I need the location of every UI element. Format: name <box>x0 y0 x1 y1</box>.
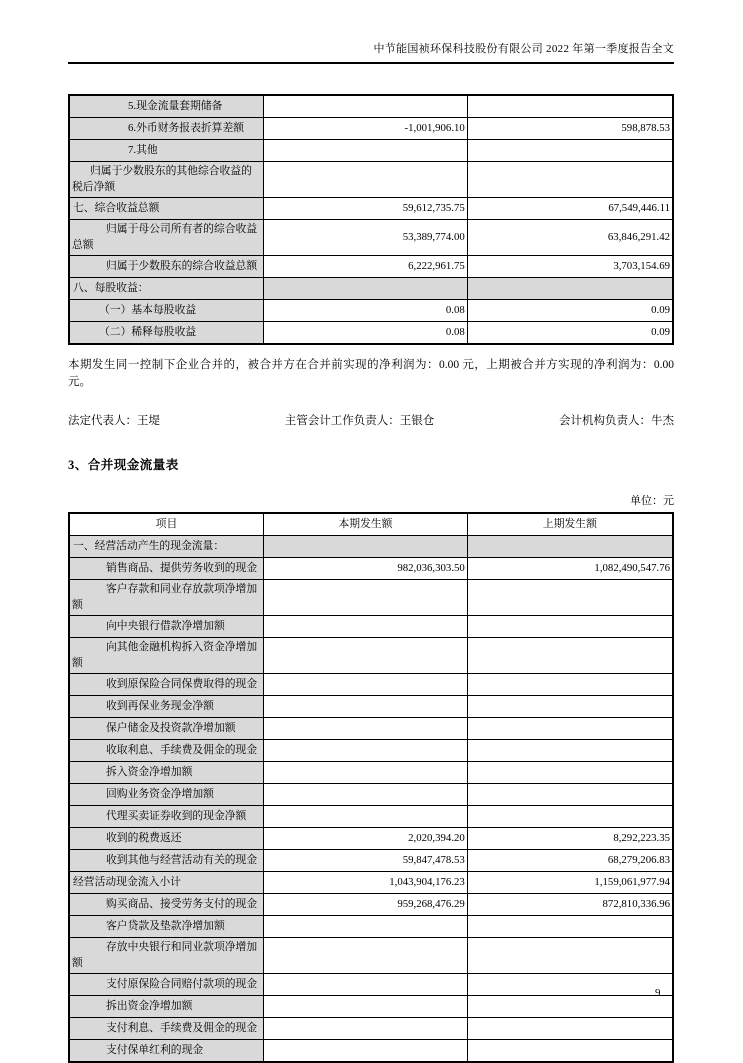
prior-period-value <box>467 996 673 1018</box>
table-row <box>69 916 673 938</box>
prior-period-value <box>467 536 673 558</box>
item-label: 支付保单红利的现金 <box>69 1040 264 1063</box>
column-header-current-period: 本期发生额 <box>264 513 468 536</box>
item-label: 归属于母公司所有者的综合收益总额 <box>69 220 264 256</box>
table-row <box>69 696 673 718</box>
signatories-row <box>68 412 674 428</box>
table-row <box>69 828 673 850</box>
item-label: 归属于少数股东的综合收益总额 <box>69 256 264 278</box>
table-row <box>69 256 673 278</box>
prior-period-value: 0.09 <box>467 300 673 322</box>
current-period-value: 2,020,394.20 <box>264 828 468 850</box>
item-label: 拆入资金净增加额 <box>69 762 264 784</box>
legal-representative: 法定代表人：王堤 <box>68 415 160 427</box>
table-row <box>69 616 673 638</box>
prior-period-value <box>467 140 673 162</box>
table-row <box>69 95 673 118</box>
prior-period-value <box>467 674 673 696</box>
prior-period-value <box>467 1040 673 1063</box>
item-label: 收到的税费返还 <box>69 828 264 850</box>
prior-period-value <box>467 762 673 784</box>
prior-period-value <box>467 740 673 762</box>
prior-period-value <box>467 162 673 198</box>
prior-period-value: 598,878.53 <box>467 118 673 140</box>
table-row <box>69 322 673 345</box>
item-label: （一）基本每股收益 <box>69 300 264 322</box>
current-period-value <box>264 638 468 674</box>
merger-note-paragraph: 本期发生同一控制下企业合并的，被合并方在合并前实现的净利润为：0.00 元，上期被合并方实现的净利润为：0.00 元。 <box>68 359 674 388</box>
table-row <box>69 300 673 322</box>
accounting-agency-head: 会计机构负责人：牛杰 <box>559 415 674 427</box>
current-period-value <box>264 1018 468 1040</box>
cash-flow-statement-table <box>68 512 674 1063</box>
item-label: 拆出资金净增加额 <box>69 996 264 1018</box>
prior-period-value <box>467 278 673 300</box>
table-row <box>69 198 673 220</box>
current-period-value <box>264 616 468 638</box>
table-row <box>69 850 673 872</box>
current-period-value <box>264 696 468 718</box>
table-row <box>69 558 673 580</box>
current-period-value <box>264 784 468 806</box>
item-label: 5.现金流量套期储备 <box>69 95 264 118</box>
prior-period-value <box>467 974 673 996</box>
current-period-value <box>264 1040 468 1063</box>
table-row <box>69 220 673 256</box>
prior-period-value <box>467 638 673 674</box>
item-label: 回购业务资金净增加额 <box>69 784 264 806</box>
page-number: 9 <box>655 987 661 999</box>
current-period-value <box>264 996 468 1018</box>
table-row <box>69 1018 673 1040</box>
current-period-value <box>264 536 468 558</box>
current-period-value <box>264 740 468 762</box>
prior-period-value: 0.09 <box>467 322 673 345</box>
prior-period-value <box>467 806 673 828</box>
current-period-value <box>264 762 468 784</box>
prior-period-value: 1,082,490,547.76 <box>467 558 673 580</box>
table-row <box>69 674 673 696</box>
item-label: 收到其他与经营活动有关的现金 <box>69 850 264 872</box>
item-label: 一、经营活动产生的现金流量： <box>69 536 264 558</box>
column-header-prior-period: 上期发生额 <box>467 513 673 536</box>
prior-period-value <box>467 916 673 938</box>
prior-period-value: 872,810,336.96 <box>467 894 673 916</box>
section-title: 3、合并现金流量表 <box>68 458 179 472</box>
table-row <box>69 872 673 894</box>
table-row <box>69 140 673 162</box>
current-period-value: 6,222,961.75 <box>264 256 468 278</box>
table-row <box>69 740 673 762</box>
current-period-value <box>264 938 468 974</box>
table-row <box>69 638 673 674</box>
column-header-item: 项目 <box>69 513 264 536</box>
comprehensive-income-table <box>68 94 674 345</box>
current-period-value: 0.08 <box>264 322 468 345</box>
table-row <box>69 784 673 806</box>
table-row <box>69 1040 673 1063</box>
item-label: 存放中央银行和同业款项净增加额 <box>69 938 264 974</box>
current-period-value <box>264 674 468 696</box>
current-period-value: 982,036,303.50 <box>264 558 468 580</box>
current-period-value <box>264 974 468 996</box>
prior-period-value <box>467 718 673 740</box>
item-label: （二）稀释每股收益 <box>69 322 264 345</box>
current-period-value <box>264 806 468 828</box>
chief-accounting-officer: 主管会计工作负责人：王银仓 <box>284 415 435 427</box>
current-period-value <box>264 162 468 198</box>
prior-period-value: 3,703,154.69 <box>467 256 673 278</box>
table-row <box>69 894 673 916</box>
current-period-value <box>264 718 468 740</box>
table-row <box>69 938 673 974</box>
item-label: 保户储金及投资款净增加额 <box>69 718 264 740</box>
table-header-row <box>69 513 673 536</box>
prior-period-value <box>467 938 673 974</box>
item-label: 6.外币财务报表折算差额 <box>69 118 264 140</box>
current-period-value <box>264 140 468 162</box>
current-period-value: -1,001,906.10 <box>264 118 468 140</box>
item-label: 经营活动现金流入小计 <box>69 872 264 894</box>
item-label: 销售商品、提供劳务收到的现金 <box>69 558 264 580</box>
prior-period-value: 68,279,206.83 <box>467 850 673 872</box>
prior-period-value <box>467 696 673 718</box>
prior-period-value <box>467 784 673 806</box>
current-period-value: 59,612,735.75 <box>264 198 468 220</box>
item-label: 收取利息、手续费及佣金的现金 <box>69 740 264 762</box>
current-period-value <box>264 278 468 300</box>
item-label: 支付利息、手续费及佣金的现金 <box>69 1018 264 1040</box>
current-period-value: 53,389,774.00 <box>264 220 468 256</box>
item-label: 向其他金融机构拆入资金净增加额 <box>69 638 264 674</box>
item-label: 客户存款和同业存放款项净增加额 <box>69 580 264 616</box>
item-label: 购买商品、接受劳务支付的现金 <box>69 894 264 916</box>
unit-label: 单位：元 <box>630 495 674 507</box>
prior-period-value: 1,159,061,977.94 <box>467 872 673 894</box>
prior-period-value <box>467 616 673 638</box>
item-label: 收到再保业务现金净额 <box>69 696 264 718</box>
prior-period-value: 63,846,291.42 <box>467 220 673 256</box>
table-row <box>69 536 673 558</box>
item-label: 代理买卖证券收到的现金净额 <box>69 806 264 828</box>
current-period-value: 959,268,476.29 <box>264 894 468 916</box>
table-row <box>69 718 673 740</box>
table-row <box>69 580 673 616</box>
item-label: 收到原保险合同保费取得的现金 <box>69 674 264 696</box>
table-row <box>69 762 673 784</box>
item-label: 归属于少数股东的其他综合收益的税后净额 <box>69 162 264 198</box>
prior-period-value: 67,549,446.11 <box>467 198 673 220</box>
item-label: 八、每股收益： <box>69 278 264 300</box>
table-row <box>69 974 673 996</box>
table-row <box>69 278 673 300</box>
current-period-value: 0.08 <box>264 300 468 322</box>
table-row <box>69 162 673 198</box>
current-period-value <box>264 95 468 118</box>
item-label: 7.其他 <box>69 140 264 162</box>
table-row <box>69 118 673 140</box>
current-period-value: 1,043,904,176.23 <box>264 872 468 894</box>
prior-period-value <box>467 1018 673 1040</box>
prior-period-value <box>467 95 673 118</box>
current-period-value <box>264 580 468 616</box>
item-label: 向中央银行借款净增加额 <box>69 616 264 638</box>
table-row <box>69 806 673 828</box>
prior-period-value: 8,292,223.35 <box>467 828 673 850</box>
current-period-value <box>264 916 468 938</box>
item-label: 客户贷款及垫款净增加额 <box>69 916 264 938</box>
table-row <box>69 996 673 1018</box>
page-header-title: 中节能国祯环保科技股份有限公司 2022 年第一季度报告全文 <box>68 0 674 64</box>
current-period-value: 59,847,478.53 <box>264 850 468 872</box>
item-label: 七、综合收益总额 <box>69 198 264 220</box>
item-label: 支付原保险合同赔付款项的现金 <box>69 974 264 996</box>
prior-period-value <box>467 580 673 616</box>
